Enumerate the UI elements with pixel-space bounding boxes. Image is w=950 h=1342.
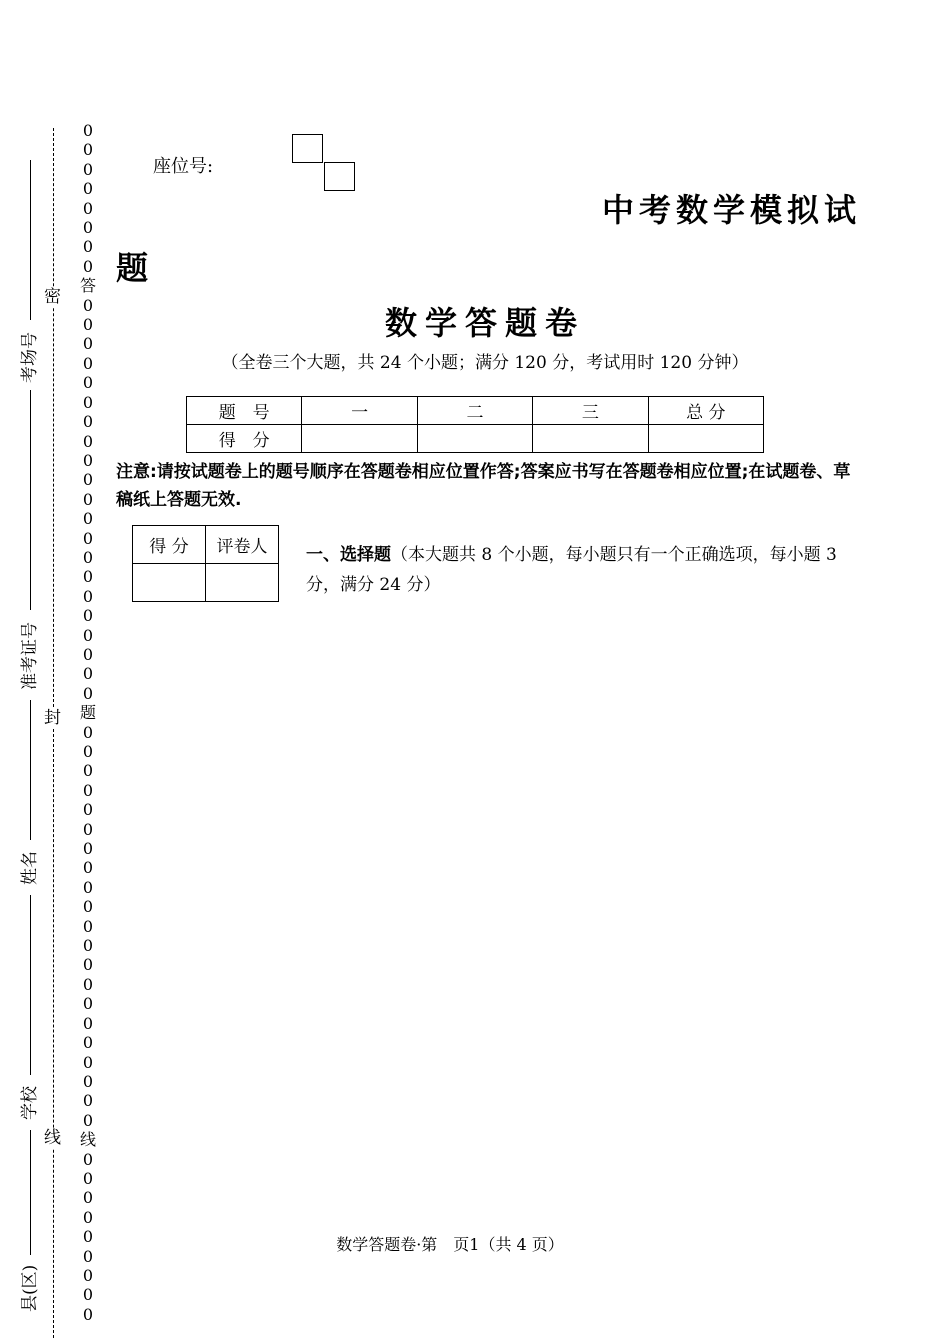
filler-zero: 0	[82, 644, 94, 664]
filler-zero: 0	[82, 625, 94, 645]
filler-zero: 0	[82, 800, 94, 820]
filler-zero: 0	[82, 586, 94, 606]
filler-zero: 0	[82, 974, 94, 994]
field-name-label: 姓名	[20, 851, 40, 885]
grader-name-cell[interactable]	[206, 564, 279, 602]
filler-zero: 0	[82, 412, 94, 432]
filler-zero: 0	[82, 664, 94, 684]
filler-zero: 0	[82, 897, 94, 917]
seat-box-2[interactable]	[324, 162, 355, 191]
exam-title-line2: 题	[116, 249, 149, 287]
score-header-cell: 二	[417, 397, 532, 425]
filler-zero: 0	[82, 742, 94, 761]
score-cell-part2[interactable]	[417, 425, 532, 453]
filler-zero: 0	[82, 916, 94, 936]
score-cell-part1[interactable]	[302, 425, 417, 453]
grader-table	[132, 525, 279, 602]
filler-zero: 0	[82, 1246, 94, 1266]
filler-zero: 0	[82, 683, 94, 703]
filler-zero: 0	[82, 1052, 94, 1072]
field-line-exam-room[interactable]	[30, 160, 31, 320]
filler-zero: 0	[82, 1188, 94, 1208]
grader-header-score: 得 分	[133, 526, 206, 564]
filler-zero: 0	[82, 1227, 94, 1247]
filler-zero: 0	[82, 470, 94, 490]
exam-info: （全卷三个大题，共 24 个小题；满分 120 分，考试用时 120 分钟）	[221, 353, 749, 373]
filler-zero: 0	[82, 392, 94, 412]
seat-number-label: 座位号:	[153, 156, 214, 177]
filler-zero: 0	[82, 722, 94, 742]
seal-char-xian: 线	[44, 1128, 61, 1148]
filler-zero: 0	[82, 489, 94, 509]
filler-zero: 0	[82, 218, 94, 238]
answer-sheet-title: 数学答题卷	[384, 304, 585, 342]
score-cell-part3[interactable]	[533, 425, 648, 453]
binding-answer-char: 线	[79, 1130, 96, 1150]
filler-zero: 0	[82, 528, 94, 548]
filler-zero: 0	[82, 1304, 94, 1324]
seat-box-1[interactable]	[292, 134, 323, 163]
section-1-title: 一、选择题	[306, 545, 391, 565]
filler-zero: 0	[82, 858, 94, 878]
filler-zero: 0	[82, 567, 94, 587]
section-1-heading	[306, 540, 862, 600]
score-row-label: 得 分	[187, 425, 302, 453]
filler-zero: 0	[82, 1168, 94, 1188]
filler-zero: 0	[82, 1265, 94, 1285]
filler-zero: 0	[82, 994, 94, 1014]
score-table-header-row	[187, 397, 764, 425]
filler-zero: 0	[82, 761, 94, 781]
filler-zero: 0	[82, 509, 94, 529]
filler-zero: 0	[82, 431, 94, 451]
filler-zero: 0	[82, 373, 94, 393]
filler-zero: 0	[82, 1091, 94, 1111]
score-header-cell: 一	[302, 397, 417, 425]
filler-zero: 0	[82, 334, 94, 354]
grader-score-cell[interactable]	[133, 564, 206, 602]
page-footer: 数学答题卷·第 页1（共 4 页）	[336, 1235, 564, 1254]
filler-zero: 0	[82, 237, 94, 257]
filler-zero: 0	[82, 1110, 94, 1130]
score-table-score-row	[187, 425, 764, 453]
score-header-cell: 总 分	[648, 397, 763, 425]
seal-char-mi: 密	[44, 287, 61, 307]
filler-zero: 0	[82, 1033, 94, 1053]
score-header-cell: 三	[533, 397, 648, 425]
grader-header-grader: 评卷人	[206, 526, 279, 564]
score-cell-total[interactable]	[648, 425, 763, 453]
seal-char-feng: 封	[44, 708, 61, 728]
score-header-cell: 题 号	[187, 397, 302, 425]
filler-zero: 0	[82, 547, 94, 567]
filler-zero: 0	[82, 450, 94, 470]
filler-zero: 0	[82, 1071, 94, 1091]
exam-title-line1: 中考数学模拟试	[602, 191, 862, 229]
filler-zero: 0	[82, 295, 94, 315]
filler-zero: 0	[82, 606, 94, 626]
filler-zero: 0	[82, 179, 94, 199]
field-line-name[interactable]	[30, 700, 31, 840]
filler-zero: 0	[82, 1149, 94, 1169]
filler-zero: 0	[82, 1013, 94, 1033]
filler-zero: 0	[82, 315, 94, 335]
filler-zero: 0	[82, 121, 94, 140]
filler-zero: 0	[82, 839, 94, 859]
field-county-label: 县(区)	[20, 1264, 40, 1312]
filler-zero: 0	[82, 159, 94, 179]
filler-zero: 0	[82, 936, 94, 956]
filler-zero: 0	[82, 780, 94, 800]
filler-zero: 0	[82, 1285, 94, 1305]
field-admission-no-label: 准考证号	[20, 622, 40, 690]
field-line-school[interactable]	[30, 895, 31, 1075]
filler-zero: 0	[82, 256, 94, 276]
filler-zero: 0	[82, 877, 94, 897]
answer-notice: 注意:请按试题卷上的题号顺序在答题卷相应位置作答;答案应书写在答题卷相应位置;在试题卷、草稿纸上答题无效.	[116, 462, 851, 510]
field-school-label: 学校	[20, 1086, 40, 1120]
filler-zero: 0	[82, 1207, 94, 1227]
field-line-admission-no[interactable]	[30, 390, 31, 610]
filler-zero: 0	[82, 198, 94, 218]
binding-answer-char: 答	[79, 276, 96, 296]
score-table	[186, 396, 764, 453]
section-1-description: （本大题共 8 个小题，每小题只有一个正确选项，每小题 3 分，满分 24 分）	[306, 545, 837, 595]
filler-zero: 0	[82, 140, 94, 160]
filler-zero: 0	[82, 353, 94, 373]
filler-zero: 0	[82, 955, 94, 975]
filler-zero: 0	[82, 819, 94, 839]
field-exam-room-label: 考场号	[20, 332, 40, 383]
binding-answer-char: 题	[79, 703, 96, 723]
